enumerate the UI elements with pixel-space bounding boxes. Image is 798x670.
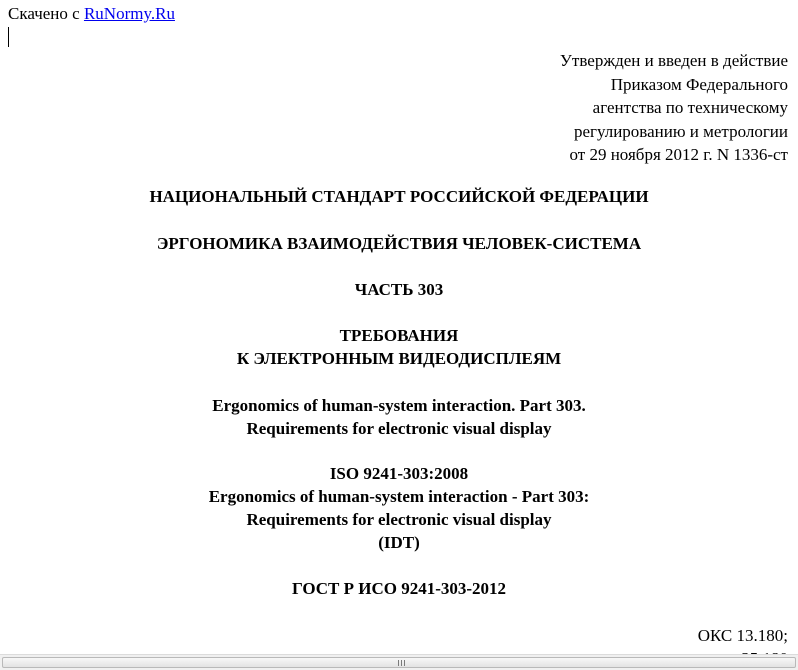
approval-line: агентства по техническому bbox=[592, 98, 788, 117]
approval-line: Приказом Федерального bbox=[610, 74, 788, 94]
english-title: Ergonomics of human-system interaction. Part 303. Requirements for electronic visual display bbox=[212, 396, 586, 438]
approval-line: от 29 ноября 2012 г. N 1336-ст bbox=[569, 145, 788, 164]
scrollbar-thumb[interactable] bbox=[2, 657, 796, 668]
grip-icon bbox=[397, 660, 407, 666]
text-cursor bbox=[8, 27, 9, 47]
requirements-heading: ТРЕБОВАНИЯ К ЭЛЕКТРОННЫМ ВИДЕОДИСПЛЕЯМ bbox=[236, 326, 562, 368]
iso-reference: ISO 9241-303:2008 Ergonomics of human-system interaction - Part 303: Requirements for electronic visual display (IDT) bbox=[208, 464, 590, 552]
approval-line: Утвержден и введен в действие bbox=[559, 51, 788, 70]
source-line bbox=[8, 4, 175, 24]
approval-block bbox=[560, 49, 788, 167]
oks-line: ОКС 13.180; bbox=[697, 626, 788, 645]
ergonomics-heading: ЭРГОНОМИКА ВЗАИМОДЕЙСТВИЯ ЧЕЛОВЕК-СИСТЕМА bbox=[156, 234, 642, 253]
gost-number: ГОСТ Р ИСО 9241-303-2012 bbox=[291, 579, 507, 598]
source-prefix: Скачено с bbox=[8, 4, 80, 23]
approval-line: регулированию и метрологии bbox=[573, 121, 788, 141]
national-standard-heading: НАЦИОНАЛЬНЫЙ СТАНДАРТ РОССИЙСКОЙ ФЕДЕРАЦИИ bbox=[149, 187, 649, 206]
runormy-link[interactable]: RuNormy.Ru bbox=[83, 4, 175, 23]
horizontal-scrollbar[interactable] bbox=[0, 654, 798, 670]
part-heading: ЧАСТЬ 303 bbox=[354, 280, 444, 299]
